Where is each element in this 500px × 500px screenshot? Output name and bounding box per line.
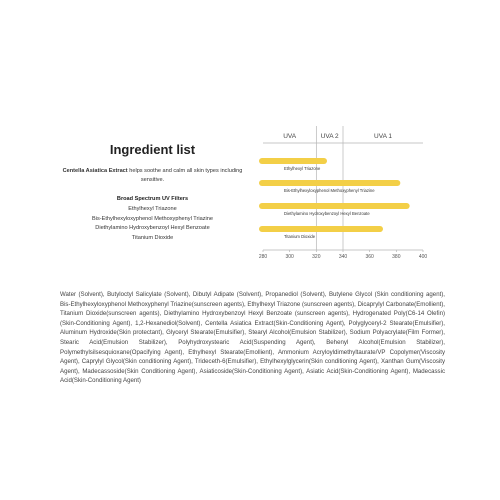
bar-label: Diethylamino Hydroxybenzoyl Hexyl Benzoate: [284, 211, 370, 216]
ingredient-list-title: Ingredient list: [109, 142, 196, 157]
uv-filter-item: Diethylamino Hydroxybenzoyl Hexyl Benzoate: [95, 225, 210, 231]
intro-body: helps soothe and calm all skin types including sensitive.: [127, 168, 243, 183]
bar: [259, 180, 400, 186]
full-ingredients-text: Water (Solvent), Butyloctyl Salicylate (Solvent), Dibutyl Adipate (Solvent), Propanediol (Solvent), Butylene Glycol (Skin conditioning agent), Bis-Ethylhexyloxyphenol Methoxyphenyl Triazine(sunscreen agents), Ethylhexyl Triazone (sunscreen agents), Dicaprylyl Carbonate(Emollient), Titanium Dioxide(sunscreen agents), Diethylamino Hydroxybenzoyl Hexyl Benzoate (sunscreen agents), Hydrogenated Poly(C6-14 Olefin)(Skin-Conditioning Agent), 1,2-Hexanediol(Solvent), Centella Asiatica Extract(Skin-Conditioning Agent), Polyglyceryl-2 Stearate(Emulsifier), Aluminum Hydroxide(Skin protectant), Glyceryl Stearate(Emulsifier), Stearyl Alcohol(Emulsion Stabilizer), Sodium Polyacrylate(Film Former), Stearic Acid(Emulsion Stabilizer), Polyhydroxystearic Acid(Suspending Agent), Behenyl Alcohol(Emulsion Stabilizer), Polymethylsilsesquioxane(Opacifying Agent), Ethylhexyl Stearate(Emollient), Ammonium Acryloyldimethyltaurate/VP Copolymer(Viscosity Agent), Caprylyl Glycol(Skin conditioning Agent), Trideceth-6(Emulsifier), Ethylhexylglycerin(Skin conditioning Agent), Xanthan Gum(Viscosity Agent), Madecassoside(Skin Conditioning Agent), Asiaticoside(Skin-Conditioning Agent), Asiatic Acid(Skin-Conditioning Agent), Madecassic Acid(Skin-Conditioning Agent): [60, 291, 445, 385]
x-tick-label: 320: [312, 254, 321, 260]
intro-highlight: Centella Asiatica Extract: [62, 168, 128, 174]
x-tick-label: 280: [258, 254, 268, 260]
uv-filter-item: Titanium Dioxide: [131, 234, 174, 241]
x-tick-label: 360: [365, 254, 374, 260]
bar-label: Ethylhexyl Triazone: [284, 166, 321, 171]
band-label: UVA 2: [320, 133, 339, 140]
uv-filter-item: Bis-Ethylhexyloxyphenol Methoxyphenyl Triazine: [92, 215, 213, 222]
uv-filter-item: Ethylhexyl Triazone: [128, 206, 177, 212]
bar: [259, 203, 410, 209]
uv-filters-heading: Broad Spectrum UV Filters: [116, 196, 189, 202]
x-tick-label: 380: [392, 254, 401, 260]
band-label: UVA 1: [374, 133, 392, 140]
x-tick-label: 400: [418, 254, 428, 260]
band-label: UVA: [283, 133, 297, 140]
uv-absorption-chart: [255, 122, 430, 267]
bar-label: Bis-Ethylhexyloxyphenol Methoxyphenyl Triazine: [284, 188, 375, 193]
bar: [259, 226, 383, 232]
uv-filters-list: [60, 205, 245, 243]
x-tick-label: 300: [285, 254, 294, 260]
x-tick-label: 340: [338, 254, 348, 260]
intro-text: [60, 167, 245, 185]
bar-label: Titanium Dioxide: [284, 234, 316, 239]
bar: [259, 158, 327, 164]
